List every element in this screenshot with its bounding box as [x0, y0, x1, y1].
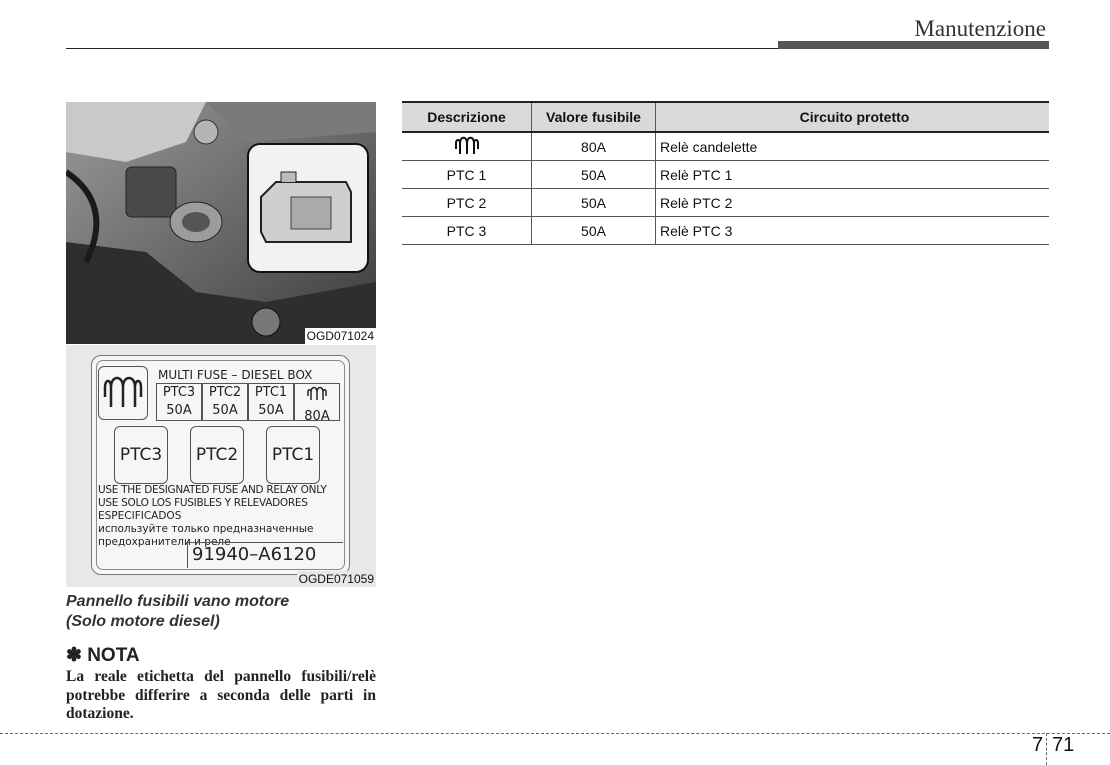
label-relay-ptc3: PTC3 — [114, 426, 168, 484]
engine-bay-photo — [66, 102, 376, 344]
table-cell: 50A — [532, 217, 656, 245]
table-cell — [402, 132, 532, 161]
fuse-table — [402, 101, 1049, 245]
table-cell: 50A — [532, 161, 656, 189]
glow-plug-icon — [452, 135, 482, 155]
table-cell: Relè PTC 3 — [656, 217, 1050, 245]
table-cell: PTC 2 — [402, 189, 532, 217]
header-bar — [778, 41, 1049, 49]
fuse-label-figure — [66, 345, 376, 587]
page-number: 71 — [1052, 734, 1075, 756]
figure-code: OGDE071059 — [298, 572, 374, 586]
column-header: Valore fusibile — [532, 102, 656, 132]
label-relay-ptc2: PTC2 — [190, 426, 244, 484]
chapter-number: 7 — [1032, 734, 1044, 756]
table-cell: Relè PTC 1 — [656, 161, 1050, 189]
table-row — [402, 161, 1049, 189]
label-title: MULTI FUSE – DIESEL BOX — [158, 368, 313, 382]
column-header: Descrizione — [402, 102, 532, 132]
fuse-label — [91, 355, 350, 575]
glow-plug-icon — [305, 384, 329, 402]
label-slot-ptc3: PTC3 50A — [156, 383, 202, 421]
table-row — [402, 217, 1049, 245]
note-title: ✽ NOTA — [66, 645, 140, 666]
table-header-row — [402, 102, 1049, 132]
footer-separator — [1046, 733, 1047, 765]
table-cell: Relè PTC 2 — [656, 189, 1050, 217]
label-relay-ptc1: PTC1 — [266, 426, 320, 484]
table-row — [402, 132, 1049, 161]
label-warning-ru: используйте только предназначенные — [98, 523, 314, 535]
label-slot-ptc1: PTC1 50A — [248, 383, 294, 421]
table-cell: Relè candelette — [656, 132, 1050, 161]
label-warning-es: USE SOLO LOS FUSIBLES Y RELEVADORES — [98, 497, 308, 509]
header-rule — [66, 48, 778, 49]
column-header: Circuito protetto — [656, 102, 1050, 132]
glow-plug-icon — [99, 367, 147, 419]
page-header-title: Manutenzione — [914, 16, 1046, 41]
table-cell: PTC 1 — [402, 161, 532, 189]
note-body: La reale etichetta del pannello fusibili/relè potrebbe differire a seconda delle parti in dotazione. — [66, 668, 376, 722]
figure-code: OGD071024 — [306, 329, 374, 343]
footer-rule — [0, 733, 1110, 734]
label-warning-ru-2: предохранители и реле — [98, 536, 231, 548]
table-cell: PTC 3 — [402, 217, 532, 245]
glow-plug-icon-box — [98, 366, 148, 420]
label-warning-es-2: ESPECIFICADOS — [98, 510, 182, 522]
part-number: 91940–A6120 — [192, 544, 317, 565]
table-cell: 50A — [532, 189, 656, 217]
label-slot-glow: 80A — [294, 383, 340, 421]
label-slot-ptc2: PTC2 50A — [202, 383, 248, 421]
part-number-box — [187, 542, 343, 568]
label-warning-en: USE THE DESIGNATED FUSE AND RELAY ONLY — [98, 484, 327, 496]
figure-caption: Pannello fusibili vano motore (Solo motore diesel) — [66, 593, 290, 630]
table-row — [402, 189, 1049, 217]
table-cell: 80A — [532, 132, 656, 161]
engine-bay-illustration — [66, 102, 376, 344]
